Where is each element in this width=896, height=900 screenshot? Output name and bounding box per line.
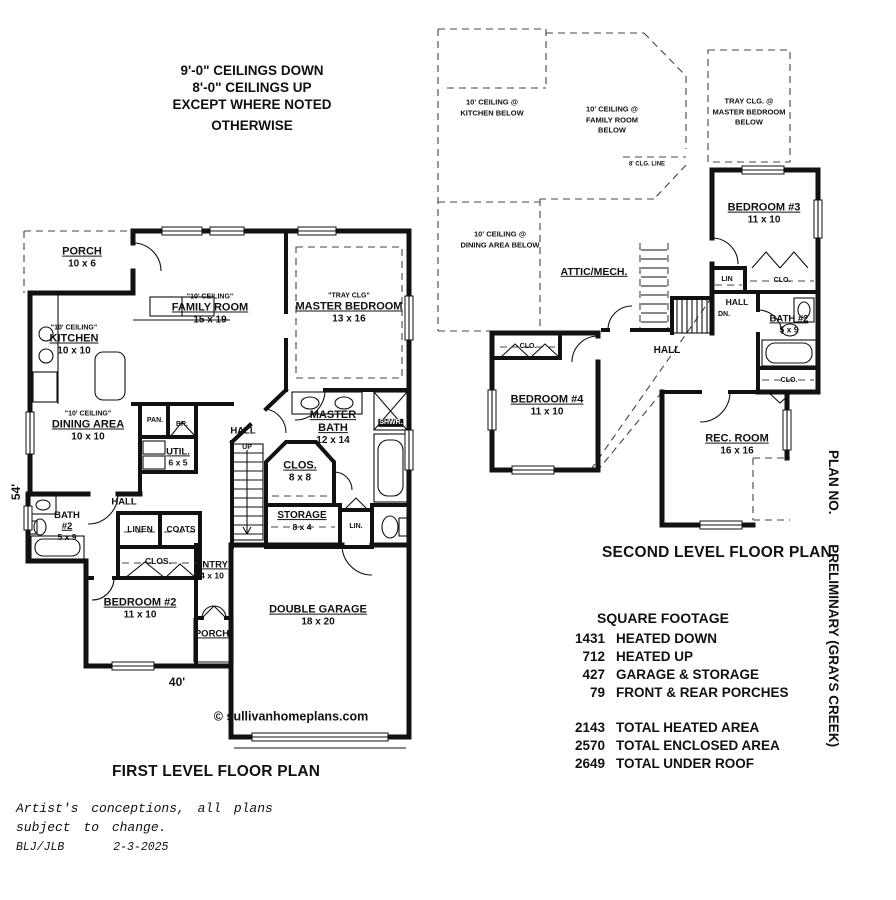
room-label-garage: DOUBLE GARAGE 18 x 20 (269, 603, 367, 628)
sqft-value: 2570 (574, 738, 605, 753)
plan-no-text: PLAN NO. (826, 450, 841, 515)
room-label-hall-front: HALL (111, 496, 137, 508)
drafter-initials: BLJ/JLB (16, 841, 65, 854)
sqft-label: FRONT & REAR PORCHES (616, 685, 789, 700)
table-row (553, 648, 813, 666)
ceiling-note-line: 8'-0" CEILINGS UP (192, 80, 312, 95)
first-level-caption: FIRST LEVEL FLOOR PLAN (112, 763, 321, 780)
room-label-bedroom3: BEDROOM #3 11 x 10 (727, 201, 801, 226)
dimension-54ft: 54' (8, 483, 23, 501)
room-label-dining: "10' CEILING" DINING AREA 10 x 10 (51, 410, 125, 443)
sqft-label: HEATED UP (616, 649, 694, 664)
room-label-rec-room: REC. ROOM 16 x 16 (705, 432, 769, 457)
room-label-linen: LINEN (127, 523, 153, 534)
sqft-label: TOTAL ENCLOSED AREA (616, 738, 780, 753)
sqft-label: GARAGE & STORAGE (616, 667, 760, 682)
area-label-dining-below: 10' CEILING @ DINING AREA BELOW (460, 229, 540, 249)
square-footage-table (553, 610, 813, 773)
plan-date: 2-3-2025 (113, 841, 169, 854)
sqft-label: HEATED DOWN (616, 631, 717, 646)
room-label-utility: UTIL. 6 x 5 (166, 446, 190, 468)
table-row (553, 666, 813, 684)
room-label-bath2: BATH #2 5 x 9 (54, 509, 80, 543)
clg-line-label: 8' CLG. LINE (628, 161, 666, 168)
plan-status-text: PRELIMINARY (GRAYS CREEK) (826, 544, 841, 748)
plan-number-side-label (826, 450, 841, 772)
room-label-coats: COATS (166, 523, 196, 534)
ceiling-note-line: 9'-0" CEILINGS DOWN (180, 63, 324, 78)
disclaimer-line: Artist's conceptions, all plans (16, 801, 273, 816)
table-row (553, 684, 813, 702)
area-label-family-below: 10' CEILING @ FAMILY ROOM BELOW (585, 104, 639, 135)
sqft-value: 79 (589, 685, 605, 700)
area-label-tray-below: TRAY CLG. @ MASTER BEDROOM BELOW (712, 96, 786, 127)
credit-line (16, 841, 168, 854)
room-label-kitchen: "10' CEILING" KITCHEN 10 x 10 (49, 324, 99, 357)
room-label-linen2: LIN. (349, 522, 363, 530)
ceiling-note-line: OTHERWISE (211, 118, 293, 133)
sqft-value: 2143 (574, 720, 605, 735)
room-label-hall-main: HALL (653, 345, 681, 357)
room-label-bedroom4: BEDROOM #4 11 x 10 (510, 393, 584, 418)
table-row (553, 737, 813, 755)
watermark: © sullivanhomeplans.com (213, 709, 369, 724)
room-label-linen-upper: LIN (721, 275, 733, 283)
room-label-entry: ENTRY 4 x 10 (196, 559, 228, 581)
stairs-second-level (672, 298, 712, 333)
stairs-first-level (232, 444, 263, 540)
sqft-value: 2649 (574, 756, 605, 771)
room-label-porch-front: PORCH (194, 628, 230, 640)
room-label-closet4: CLO. (519, 342, 537, 350)
room-label-bath2-upper: BATH #2 5 x 9 (769, 313, 809, 335)
room-label-family-room: "10' CEILING" FAMILY ROOM 15 x 19 (171, 293, 249, 326)
ceiling-note-line: EXCEPT WHERE NOTED (172, 97, 332, 112)
second-level-caption: SECOND LEVEL FLOOR PLAN (602, 544, 832, 561)
table-row (553, 630, 813, 648)
table-row (553, 719, 813, 737)
room-label-closet2: CLOS. (145, 555, 171, 566)
room-label-bedroom2: BEDROOM #2 11 x 10 (103, 596, 177, 621)
sqft-value: 712 (582, 649, 605, 664)
sqft-value: 427 (582, 667, 605, 682)
room-label-broom: BR. (175, 420, 189, 428)
table-row (553, 755, 813, 773)
room-label-storage: STORAGE 8 x 4 (277, 510, 327, 532)
room-label-shower: SHWR. (379, 418, 403, 426)
room-label-master-closet: CLOS. 8 x 8 (283, 459, 317, 484)
room-label-master-bedroom: "TRAY CLG" MASTER BEDROOM 13 x 16 (295, 292, 403, 325)
room-label-attic: ATTIC/MECH. (560, 265, 628, 278)
room-label-closet-bath: CLO. (780, 376, 798, 384)
disclaimer (16, 799, 273, 837)
room-label-master-bath: MASTER BATH 12 x 14 (309, 409, 357, 447)
sqft-label: TOTAL UNDER ROOF (616, 756, 754, 771)
room-label-hall-rear: HALL (230, 425, 256, 437)
room-label-pantry: PAN. (146, 416, 164, 424)
square-footage-title: SQUARE FOOTAGE (597, 610, 729, 626)
room-label-porch-rear: PORCH 10 x 6 (62, 245, 102, 270)
ceiling-note (128, 62, 376, 134)
room-label-hall-upper: HALL (725, 296, 749, 307)
dimension-40ft: 40' (168, 674, 186, 689)
sqft-label: TOTAL HEATED AREA (616, 720, 760, 735)
area-label-kitchen-below: 10' CEILING @ KITCHEN BELOW (460, 97, 524, 117)
stairs-up-label: UP (242, 443, 252, 451)
sqft-value: 1431 (574, 631, 605, 646)
room-label-closet3: CLO. (773, 276, 791, 284)
disclaimer-line: subject to change. (16, 820, 167, 835)
stairs-down-label: DN. (717, 310, 731, 318)
